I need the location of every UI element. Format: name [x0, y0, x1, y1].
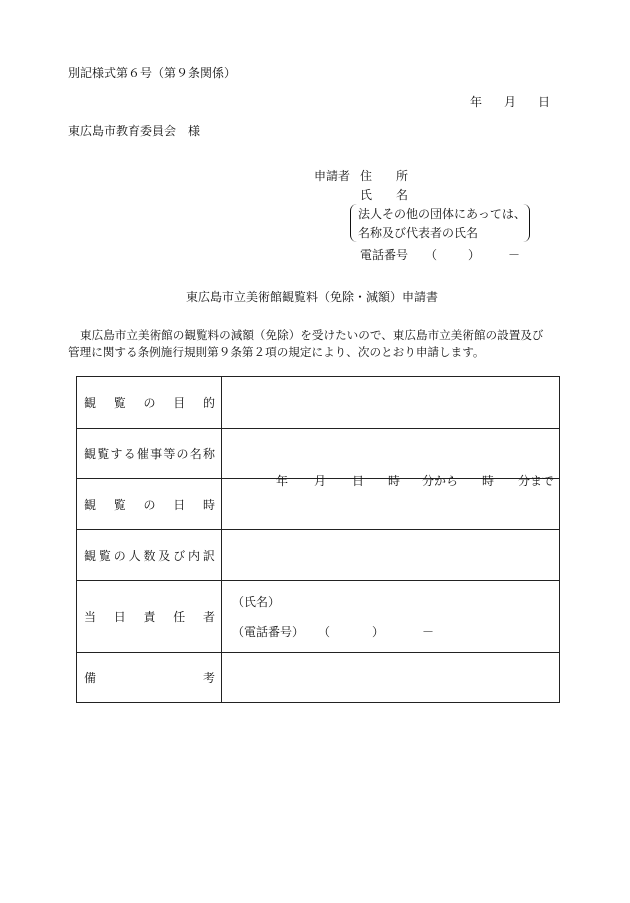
applicant-phone-close: ） — [468, 248, 481, 262]
unit-minute-to: 分まで — [518, 474, 555, 488]
unit-hour: 時 — [388, 474, 401, 488]
label-char: 名 — [189, 447, 202, 461]
label-char: 的 — [202, 396, 215, 410]
label-char: 者 — [202, 610, 215, 624]
application-date — [448, 95, 550, 109]
label-headcount — [84, 547, 215, 564]
label-char: る — [123, 447, 136, 461]
resp-phone-dash: － — [422, 625, 435, 639]
corporate-note-line1: 法人その他の団体にあっては、 — [358, 207, 526, 221]
applicant-name-label: 氏 名 — [360, 188, 409, 202]
label-event-name — [84, 445, 215, 462]
label-char: 日 — [173, 497, 186, 512]
resp-phone-close: ） — [372, 625, 385, 639]
label-char: 時 — [202, 497, 215, 512]
row-datetime — [77, 479, 560, 530]
label-char: 覧 — [113, 497, 126, 512]
unit-month: 月 — [314, 474, 327, 488]
resp-name-label: （氏名） — [232, 595, 281, 609]
label-char: 覧 — [97, 447, 110, 461]
date-month: 月 — [504, 95, 517, 109]
label-char: 及 — [158, 548, 171, 563]
unit-day: 日 — [352, 474, 365, 488]
label-char: 覧 — [98, 548, 111, 563]
label-char: の — [143, 497, 156, 512]
label-char: 事 — [150, 447, 163, 461]
resp-phone-open: （ — [318, 625, 331, 639]
applicant-address-label: 住 所 — [360, 169, 409, 183]
label-char: 催 — [136, 447, 149, 461]
form-number: 別記様式第６号（第９条関係） — [68, 66, 237, 80]
label-purpose — [84, 394, 215, 411]
body-text-line2: 管理に関する条例施行規則第９条第２項の規定により、次のとおり申請します。 — [68, 345, 485, 359]
label-char: 訳 — [202, 548, 215, 563]
unit-year: 年 — [276, 474, 289, 488]
remarks-field[interactable] — [222, 653, 560, 703]
date-day: 日 — [538, 95, 551, 109]
addressee: 東広島市教育委員会 様 — [68, 124, 201, 138]
label-char: 当 — [84, 610, 97, 624]
label-char: 観 — [84, 447, 97, 461]
label-char: 目 — [173, 396, 186, 410]
applicant-phone-label: 電話番号 — [360, 248, 409, 262]
label-char: 責 — [143, 610, 156, 624]
document-title: 東広島市立美術館観覧料（免除・減額）申請書 — [186, 290, 439, 304]
label-char: の — [113, 548, 126, 563]
application-table — [76, 376, 560, 703]
label-char: 覧 — [113, 396, 126, 410]
purpose-field[interactable] — [222, 377, 560, 429]
label-char: 人 — [128, 548, 141, 563]
label-char: び — [173, 548, 186, 563]
date-year: 年 — [470, 95, 483, 109]
body-text-line1: 東広島市立美術館の観覧料の減額（免除）を受けたいので、東広島市立美術館の設置及び — [80, 328, 544, 342]
label-char: 観 — [84, 497, 97, 512]
event-name-field[interactable] — [222, 429, 560, 479]
label-char: 観 — [84, 396, 97, 410]
label-char: 任 — [173, 610, 186, 624]
unit-minute-from: 分から — [422, 474, 459, 488]
applicant-label: 申請者 — [314, 169, 351, 183]
applicant-phone-dash: － — [508, 248, 521, 262]
row-remarks — [77, 653, 560, 703]
row-responsible — [77, 581, 560, 653]
datetime-field[interactable] — [222, 474, 560, 530]
row-event-name — [77, 429, 560, 479]
label-char: 称 — [202, 447, 215, 461]
label-char: 数 — [143, 548, 156, 563]
unit-hour-to: 時 — [482, 474, 495, 488]
label-datetime — [84, 496, 215, 513]
remarks-char-a: 備 — [84, 671, 97, 685]
applicant-phone-open: （ — [425, 248, 438, 262]
responsible-field[interactable] — [222, 581, 560, 653]
corporate-note-line2: 名称及び代表者の氏名 — [358, 226, 479, 240]
label-char: 日 — [113, 610, 126, 624]
headcount-field[interactable] — [222, 530, 560, 581]
label-char: す — [110, 447, 123, 461]
remarks-char-b: 考 — [202, 671, 215, 685]
label-responsible — [84, 608, 215, 625]
resp-phone-label: （電話番号） — [232, 625, 305, 639]
label-char: 等 — [163, 447, 176, 461]
row-purpose — [77, 377, 560, 429]
label-char: 観 — [84, 548, 97, 563]
label-remarks — [84, 669, 215, 686]
label-char: の — [176, 447, 189, 461]
label-char: の — [143, 396, 156, 410]
label-char: 内 — [188, 548, 201, 563]
datetime-units — [222, 474, 559, 529]
row-headcount — [77, 530, 560, 581]
